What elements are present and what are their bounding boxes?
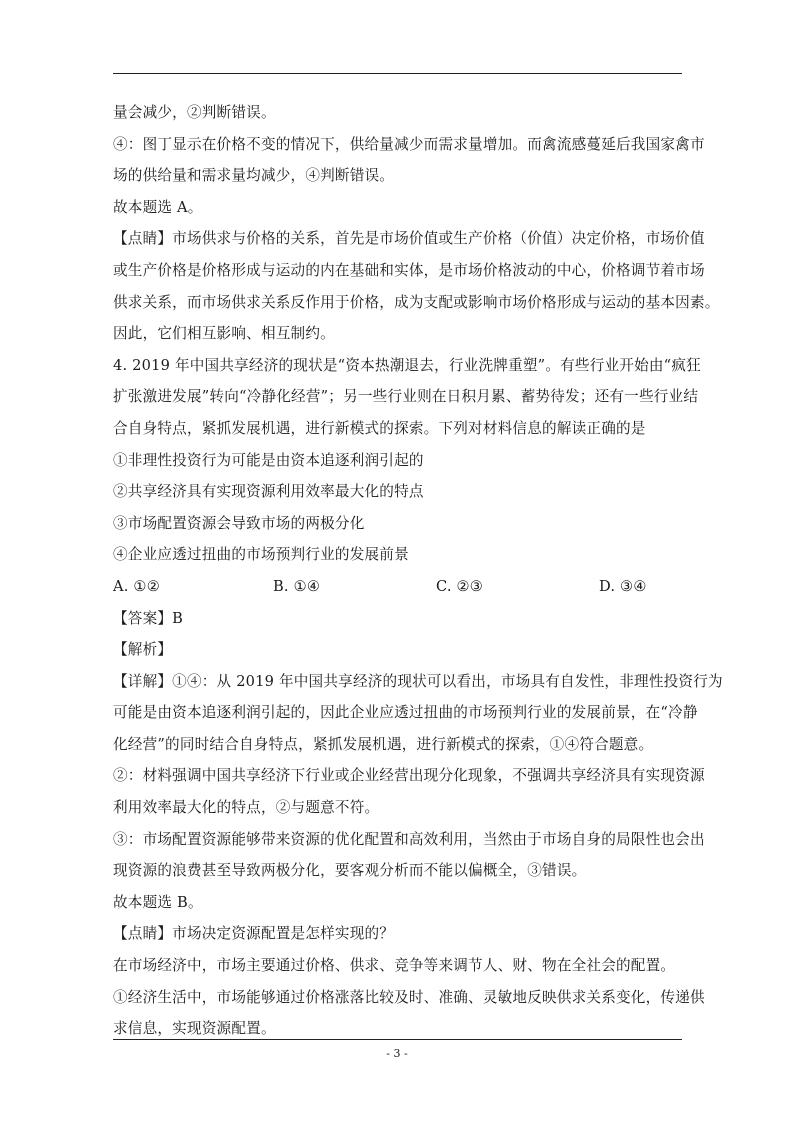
text-line: 可能是由资本追逐利润引起的，因此企业应透过扭曲的市场预判行业的发展前景，在“冷静 xyxy=(113,704,698,722)
statement-1: ①非理性投资行为可能是由资本追逐利润引起的 xyxy=(113,451,424,469)
statement-2: ②共享经济具有实现资源利用效率最大化的特点 xyxy=(113,483,424,501)
text-line: 合自身特点，紧抓发展机遇，进行新模式的探索。下列对材料信息的解读正确的是 xyxy=(113,419,646,437)
text-line: 供求关系，而市场供求关系反作用于价格，成为支配或影响市场价格形成与运动的基本因素。 xyxy=(113,293,720,311)
page-number: - 3 - xyxy=(386,1047,408,1060)
text-line: 求信息，实现资源配置。 xyxy=(113,1020,276,1038)
answer-options xyxy=(113,571,688,603)
statement-3: ③市场配置资源会导致市场的两极分化 xyxy=(113,514,365,532)
text-line: ①经济生活中，市场能够通过价格涨落比较及时、准确、灵敏地反映供求关系变化，传递供 xyxy=(113,988,705,1006)
text-line: 或生产价格是价格形成与运动的内在基础和实体，是市场价格波动的中心，价格调节着市场 xyxy=(113,261,705,279)
text-line: ②：材料强调中国共享经济下行业或企业经营出现分化现象，不强调共享经济具有实现资源 xyxy=(113,767,705,785)
text-line: 故本题选 B。 xyxy=(113,893,203,911)
option-a: A. ①② xyxy=(113,577,160,595)
option-d: D. ③④ xyxy=(599,577,647,595)
page-body xyxy=(113,97,723,1045)
text-line: ④：图丁显示在价格不变的情况下，供给量减少而需求量增加。而禽流感蔓延后我国家禽市 xyxy=(113,135,705,153)
text-line: 量会减少，②判断错误。 xyxy=(113,104,276,121)
option-b: B. ①④ xyxy=(273,577,321,595)
text-line: 故本题选 A。 xyxy=(113,198,203,216)
footer-rule xyxy=(113,1039,682,1040)
question-4-stem: 4. 2019 年中国共享经济的现状是“资本热潮退去，行业洗牌重塑”。有些行业开始由“疯狂 xyxy=(113,356,701,374)
option-c: C. ②③ xyxy=(436,577,484,595)
text-line: 利用效率最大化的特点，②与题意不符。 xyxy=(113,799,380,817)
text-line: 【点睛】市场决定资源配置是怎样实现的？ xyxy=(113,925,395,943)
text-line: 场的供给量和需求量均减少，④判断错误。 xyxy=(113,167,395,185)
text-line: 扩张激进发展”转向“冷静化经营”；另一些行业则在日积月累、蓄势待发；还有一些行业结 xyxy=(113,388,699,406)
text-line: 现资源的浪费甚至导致两极分化，要客观分析而不能以偏概全，③错误。 xyxy=(113,862,587,880)
text-line: 因此，它们相互影响、相互制约。 xyxy=(113,325,335,343)
text-line: 【详解】①④：从 2019 年中国共享经济的现状可以看出，市场具有自发性，非理性投资行为 xyxy=(113,672,723,690)
text-line: ③：市场配置资源能够带来资源的优化配置和高效利用，当然由于市场自身的局限性也会出 xyxy=(113,830,705,848)
answer-line: 【答案】B xyxy=(113,609,184,627)
analysis-heading: 【解析】 xyxy=(113,641,173,659)
text-line: 在市场经济中，市场主要通过价格、供求、竞争等来调节人、财、物在全社会的配置。 xyxy=(113,957,676,975)
text-line: 化经营”的同时结合自身特点，紧抓发展机遇，进行新模式的探索，①④符合题意。 xyxy=(113,735,654,753)
text-line: 【点睛】市场供求与价格的关系，首先是市场价值或生产价格（价值）决定价格，市场价值 xyxy=(113,230,705,248)
header-rule xyxy=(113,73,682,74)
statement-4: ④企业应透过扭曲的市场预判行业的发展前景 xyxy=(113,546,409,564)
